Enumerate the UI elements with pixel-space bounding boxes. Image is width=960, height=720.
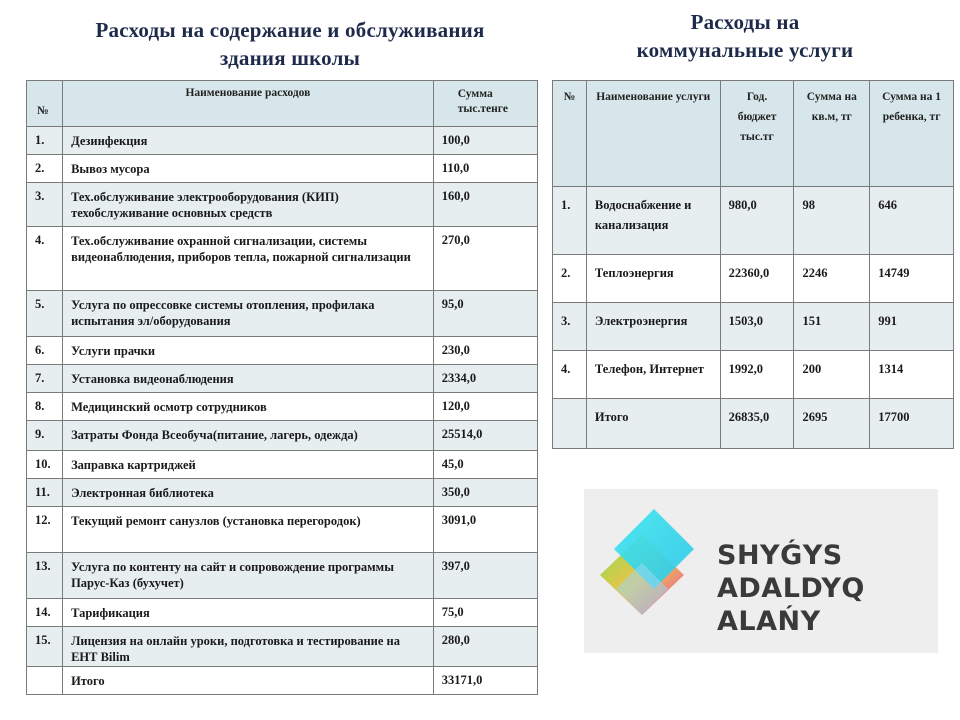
utility-row [553,351,954,399]
expense-num: 6. [27,337,63,365]
utility-per-child: 1314 [870,351,954,399]
logo-text-line1: SHYǴYS [717,540,843,571]
utility-name: Водоснабжение и канализация [586,187,720,255]
expense-value: 45,0 [433,451,537,479]
expense-row [27,365,538,393]
expense-num: 14. [27,599,63,627]
utilities-header-name: Наименование услуги [586,81,720,187]
expense-num: 12. [27,507,63,553]
logo-text-line2: ADALDYQ ALAŃY [717,573,865,637]
expense-row [27,599,538,627]
expenses-header-row [27,81,538,127]
expense-num: 1. [27,127,63,155]
expense-name: Тарификация [63,599,434,627]
expense-num: 3. [27,183,63,227]
expense-num: 13. [27,553,63,599]
utility-budget: 26835,0 [720,399,794,449]
expense-name: Текущий ремонт санузлов (установка перегородок) [63,507,434,553]
expense-name: Тех.обслуживание охранной сигнализации, системы видеонаблюдения, приборов тепла, пожарной сигнализации [63,227,434,291]
expense-num: 4. [27,227,63,291]
expense-num: 5. [27,291,63,337]
expense-row [27,479,538,507]
expense-value: 2334,0 [433,365,537,393]
utility-num: 3. [553,303,587,351]
utility-per-sqm: 2695 [794,399,870,449]
expense-row [27,667,538,695]
expense-value: 280,0 [433,627,537,667]
utility-row [553,255,954,303]
utility-budget: 1992,0 [720,351,794,399]
utilities-title [595,8,895,64]
utility-name: Итого [586,399,720,449]
utilities-header-per-child: Сумма на 1 ребенка, тг [870,81,954,187]
utility-per-sqm: 2246 [794,255,870,303]
utility-num: 1. [553,187,587,255]
utility-per-child: 17700 [870,399,954,449]
utility-row [553,303,954,351]
expense-value: 397,0 [433,553,537,599]
expense-value: 95,0 [433,291,537,337]
expense-value: 230,0 [433,337,537,365]
utilities-title-line1: Расходы на [690,10,800,34]
utility-num: 2. [553,255,587,303]
expense-num: 7. [27,365,63,393]
expenses-title-line1: Расходы на содержание и обслуживания [95,18,485,42]
utilities-table [552,80,954,449]
expense-name: Вывоз мусора [63,155,434,183]
expense-row [27,127,538,155]
logo-mark-icon [596,505,712,637]
expense-row [27,291,538,337]
utility-budget: 980,0 [720,187,794,255]
utility-name: Телефон, Интернет [586,351,720,399]
logo-text [717,539,938,638]
expense-value: 270,0 [433,227,537,291]
utility-per-child: 14749 [870,255,954,303]
expense-value: 25514,0 [433,421,537,451]
expense-row [27,393,538,421]
utility-budget: 1503,0 [720,303,794,351]
expense-name: Медицинский осмотр сотрудников [63,393,434,421]
expense-name: Тех.обслуживание электрооборудования (КИП) техобслуживание основных средств [63,183,434,227]
expense-name: Услуга по контенту на сайт и сопровождение программы Парус-Каз (бухучет) [63,553,434,599]
expense-value: 120,0 [433,393,537,421]
expenses-title-line2: здания школы [219,46,361,70]
expense-row [27,155,538,183]
expense-name: Заправка картриджей [63,451,434,479]
expense-value: 33171,0 [433,667,537,695]
expense-value: 3091,0 [433,507,537,553]
utility-num [553,399,587,449]
expense-value: 110,0 [433,155,537,183]
expenses-header-num: № [27,81,63,127]
expenses-title [40,16,540,72]
expense-row [27,451,538,479]
expenses-table [26,80,538,695]
expense-name: Установка видеонаблюдения [63,365,434,393]
utility-num: 4. [553,351,587,399]
expenses-header-name: Наименование расходов [63,81,434,127]
utility-per-child: 646 [870,187,954,255]
utility-name: Теплоэнергия [586,255,720,303]
utilities-header-per-sqm: Сумма на кв.м, тг [794,81,870,187]
utility-name: Электроэнергия [586,303,720,351]
utility-per-sqm: 98 [794,187,870,255]
utilities-title-line2: коммунальные услуги [636,38,854,62]
utility-per-sqm: 151 [794,303,870,351]
expense-value: 350,0 [433,479,537,507]
expense-value: 160,0 [433,183,537,227]
expense-name: Итого [63,667,434,695]
expense-row [27,183,538,227]
logo-card [584,489,938,653]
utilities-header-num: № [553,81,587,187]
expense-num: 10. [27,451,63,479]
utility-budget: 22360,0 [720,255,794,303]
utility-per-child: 991 [870,303,954,351]
expense-name: Услуга по опрессовке системы отопления, профилака испытания эл/оборудования [63,291,434,337]
expense-row [27,227,538,291]
expense-row [27,507,538,553]
expense-num: 11. [27,479,63,507]
expense-name: Электронная библиотека [63,479,434,507]
expense-row [27,421,538,451]
expense-value: 75,0 [433,599,537,627]
expense-value: 100,0 [433,127,537,155]
utility-row [553,399,954,449]
utilities-header-budget: Год. бюджет тыс.тг [720,81,794,187]
expense-num [27,667,63,695]
expense-num: 2. [27,155,63,183]
expense-num: 15. [27,627,63,667]
expense-row [27,627,538,667]
expense-num: 9. [27,421,63,451]
expense-num: 8. [27,393,63,421]
expenses-header-sum: Сумма тыс.тенге [433,81,537,127]
utility-row [553,187,954,255]
utility-per-sqm: 200 [794,351,870,399]
utilities-header-row [553,81,954,187]
expense-name: Дезинфекция [63,127,434,155]
expense-row [27,337,538,365]
expense-name: Лицензия на онлайн уроки, подготовка и тестирование на ЕНТ Bilim [63,627,434,667]
expense-name: Затраты Фонда Всеобуча(питание, лагерь, одежда) [63,421,434,451]
expense-row [27,553,538,599]
expense-name: Услуги прачки [63,337,434,365]
